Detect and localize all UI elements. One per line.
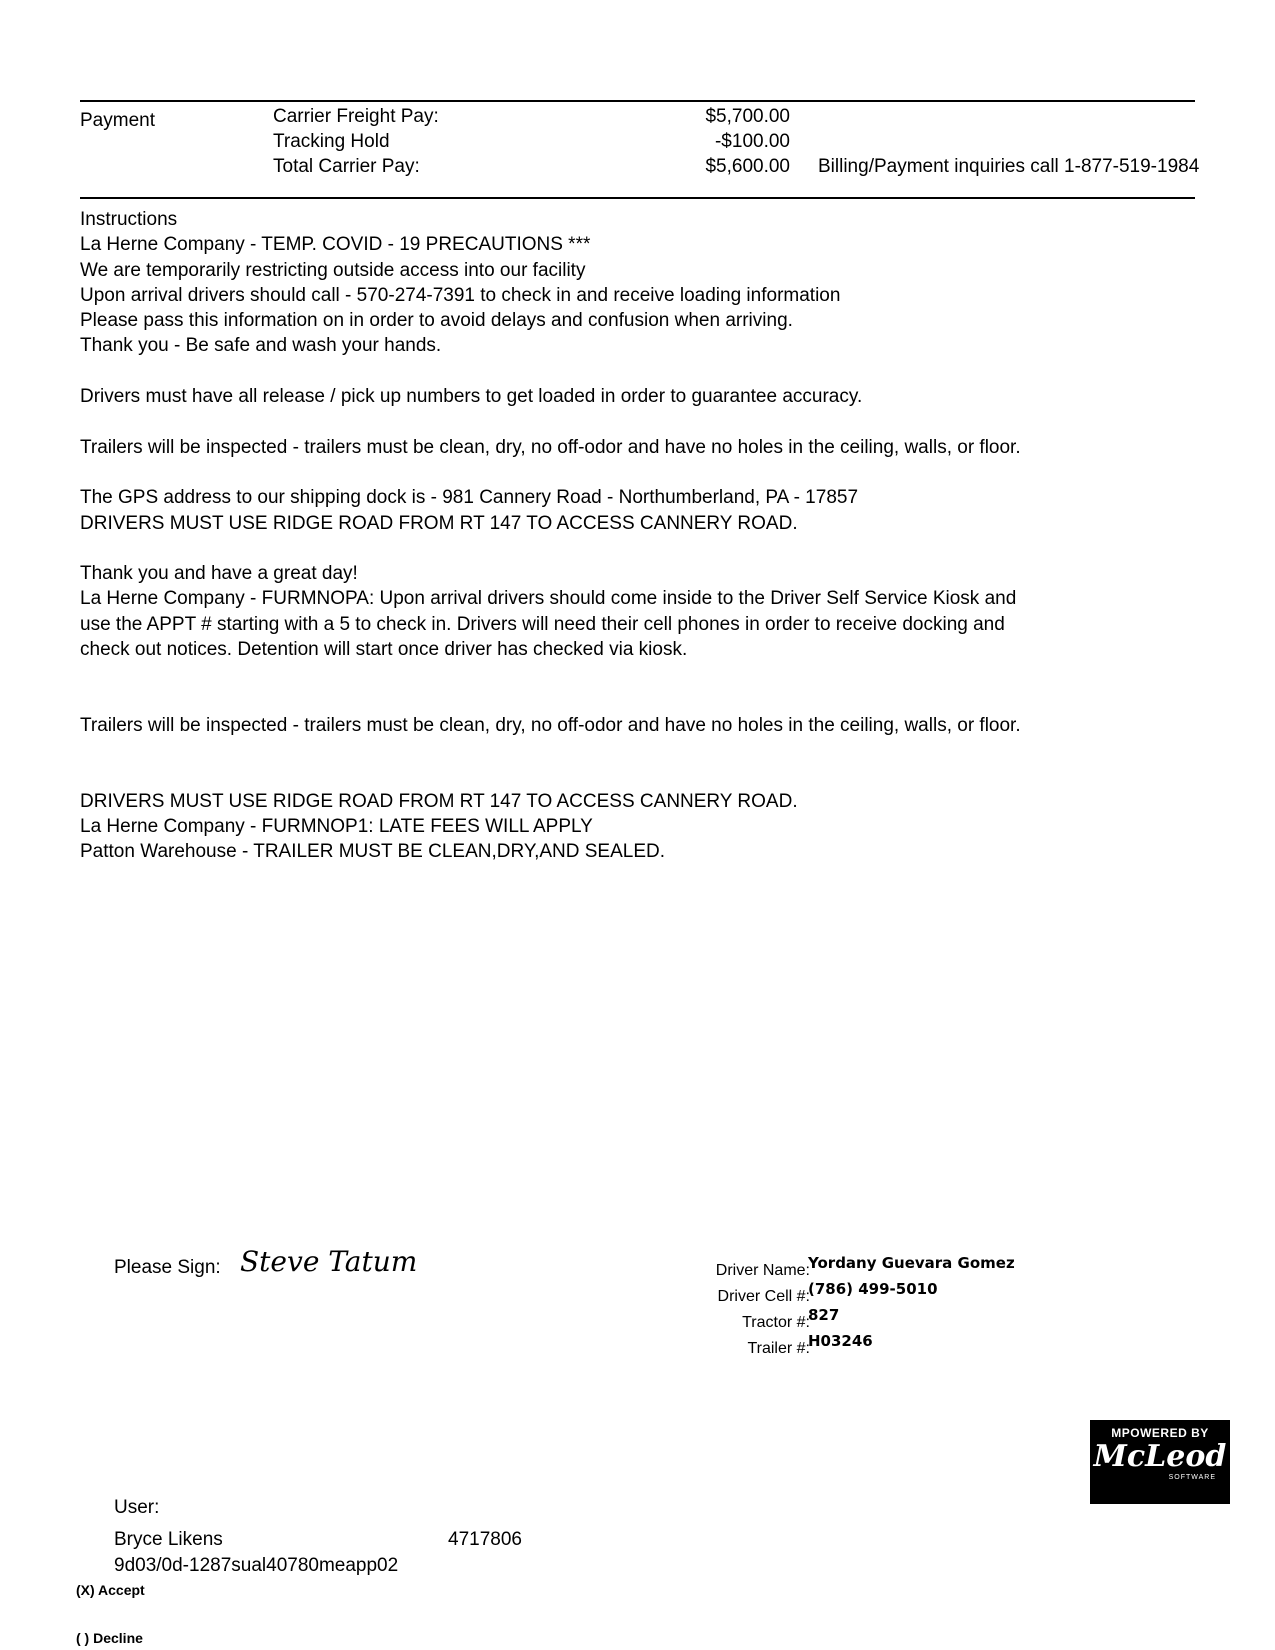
instruction-line: Trailers will be inspected - trailers must be clean, dry, no off-odor and have no holes in the ceiling, walls, or floor. [80, 714, 1021, 736]
instruction-line: check out notices. Detention will start once driver has checked via kiosk. [80, 639, 688, 661]
instruction-line: Trailers will be inspected - trailers must be clean, dry, no off-odor and have no holes in the ceiling, walls, or floor. [80, 436, 1021, 458]
instruction-line: DRIVERS MUST USE RIDGE ROAD FROM RT 147 TO ACCESS CANNERY ROAD. [80, 512, 798, 534]
instruction-line: La Herne Company - TEMP. COVID - 19 PRECAUTIONS *** [80, 234, 591, 256]
instruction-spacer [80, 409, 1200, 434]
tractor-value: 827 [808, 1306, 840, 1324]
instruction-line: La Herne Company - FURMNOP1: LATE FEES WILL APPLY [80, 816, 593, 838]
instruction-spacer [80, 662, 1200, 687]
payment-label: Payment [80, 110, 155, 131]
logo-brand: McLeod [1093, 1439, 1227, 1474]
instruction-line: DRIVERS MUST USE RIDGE ROAD FROM RT 147 TO ACCESS CANNERY ROAD. [80, 790, 798, 812]
instruction-line: Please pass this information on in order to avoid delays and confusion when arriving. [80, 310, 793, 332]
payment-row-amount: $5,700.00 [705, 106, 790, 127]
driver-cell-label: Driver Cell #: [717, 1288, 810, 1305]
driver-values [808, 1250, 1015, 1354]
driver-labels [640, 1258, 810, 1362]
trailer-label: Trailer #: [747, 1340, 810, 1357]
billing-inquiries-note: Billing/Payment inquiries call 1-877-519-1984 [818, 156, 1200, 177]
instruction-spacer [80, 359, 1200, 384]
payment-row-amount: $5,600.00 [705, 156, 790, 177]
instruction-spacer [80, 460, 1200, 485]
logo-software: SOFTWARE [1168, 1474, 1216, 1481]
instruction-line: Upon arrival drivers should call - 570-274-7391 to check in and receive loading information [80, 284, 841, 306]
driver-name-label: Driver Name: [715, 1262, 810, 1279]
accept-option[interactable]: (X) Accept [76, 1582, 145, 1598]
instruction-line: We are temporarily restricting outside access into our facility [80, 259, 586, 281]
payment-amounts [530, 104, 790, 179]
instruction-line: Drivers must have all release / pick up numbers to get loaded in order to guarantee accuracy. [80, 386, 863, 408]
instruction-line: Patton Warehouse - TRAILER MUST BE CLEAN,DRY,AND SEALED. [80, 841, 666, 863]
instruction-spacer [80, 738, 1200, 763]
instruction-line: Thank you and have a great day! [80, 563, 358, 585]
driver-cell-value: (786) 499-5010 [808, 1280, 938, 1298]
tractor-label: Tractor #: [742, 1314, 810, 1331]
signature-value[interactable]: Steve Tatum [240, 1245, 418, 1278]
instruction-line: La Herne Company - FURMNOPA: Upon arrival drivers should come inside to the Driver Self Service Kiosk and [80, 588, 1017, 610]
signature-label: Please Sign: [114, 1257, 221, 1278]
user-meta: 9d03/0d-1287sual40780meapp02 [114, 1555, 399, 1576]
instruction-line: Thank you - Be safe and wash your hands. [80, 335, 442, 357]
user-id: 4717806 [448, 1529, 522, 1550]
instructions-section [80, 207, 1200, 865]
payment-divider [80, 197, 1195, 199]
trailer-value: H03246 [808, 1332, 873, 1350]
payment-row-amount: -$100.00 [714, 131, 790, 152]
instructions-heading: Instructions [80, 209, 178, 230]
mcleod-logo [1090, 1420, 1230, 1504]
instructions-body [80, 232, 1200, 864]
instruction-spacer [80, 764, 1200, 789]
instruction-spacer [80, 688, 1200, 713]
driver-name-value: Yordany Guevara Gomez [808, 1254, 1015, 1272]
instruction-spacer [80, 536, 1200, 561]
payment-row-name: Carrier Freight Pay: [273, 106, 439, 127]
payment-section [80, 104, 1200, 184]
user-name: Bryce Likens [114, 1529, 223, 1550]
user-label: User: [114, 1497, 160, 1518]
payment-row-name: Tracking Hold [273, 131, 390, 152]
payment-row-name: Total Carrier Pay: [273, 156, 420, 177]
instruction-line: The GPS address to our shipping dock is - 981 Cannery Road - Northumberland, PA - 17857 [80, 487, 859, 509]
top-divider [80, 100, 1195, 102]
logo-powered-by: MPOWERED BY [1111, 1426, 1209, 1440]
payment-names [273, 104, 439, 179]
decline-option[interactable]: ( ) Decline [76, 1630, 143, 1646]
instruction-line: use the APPT # starting with a 5 to check in. Drivers will need their cell phones in order to receive docking and [80, 613, 1005, 635]
